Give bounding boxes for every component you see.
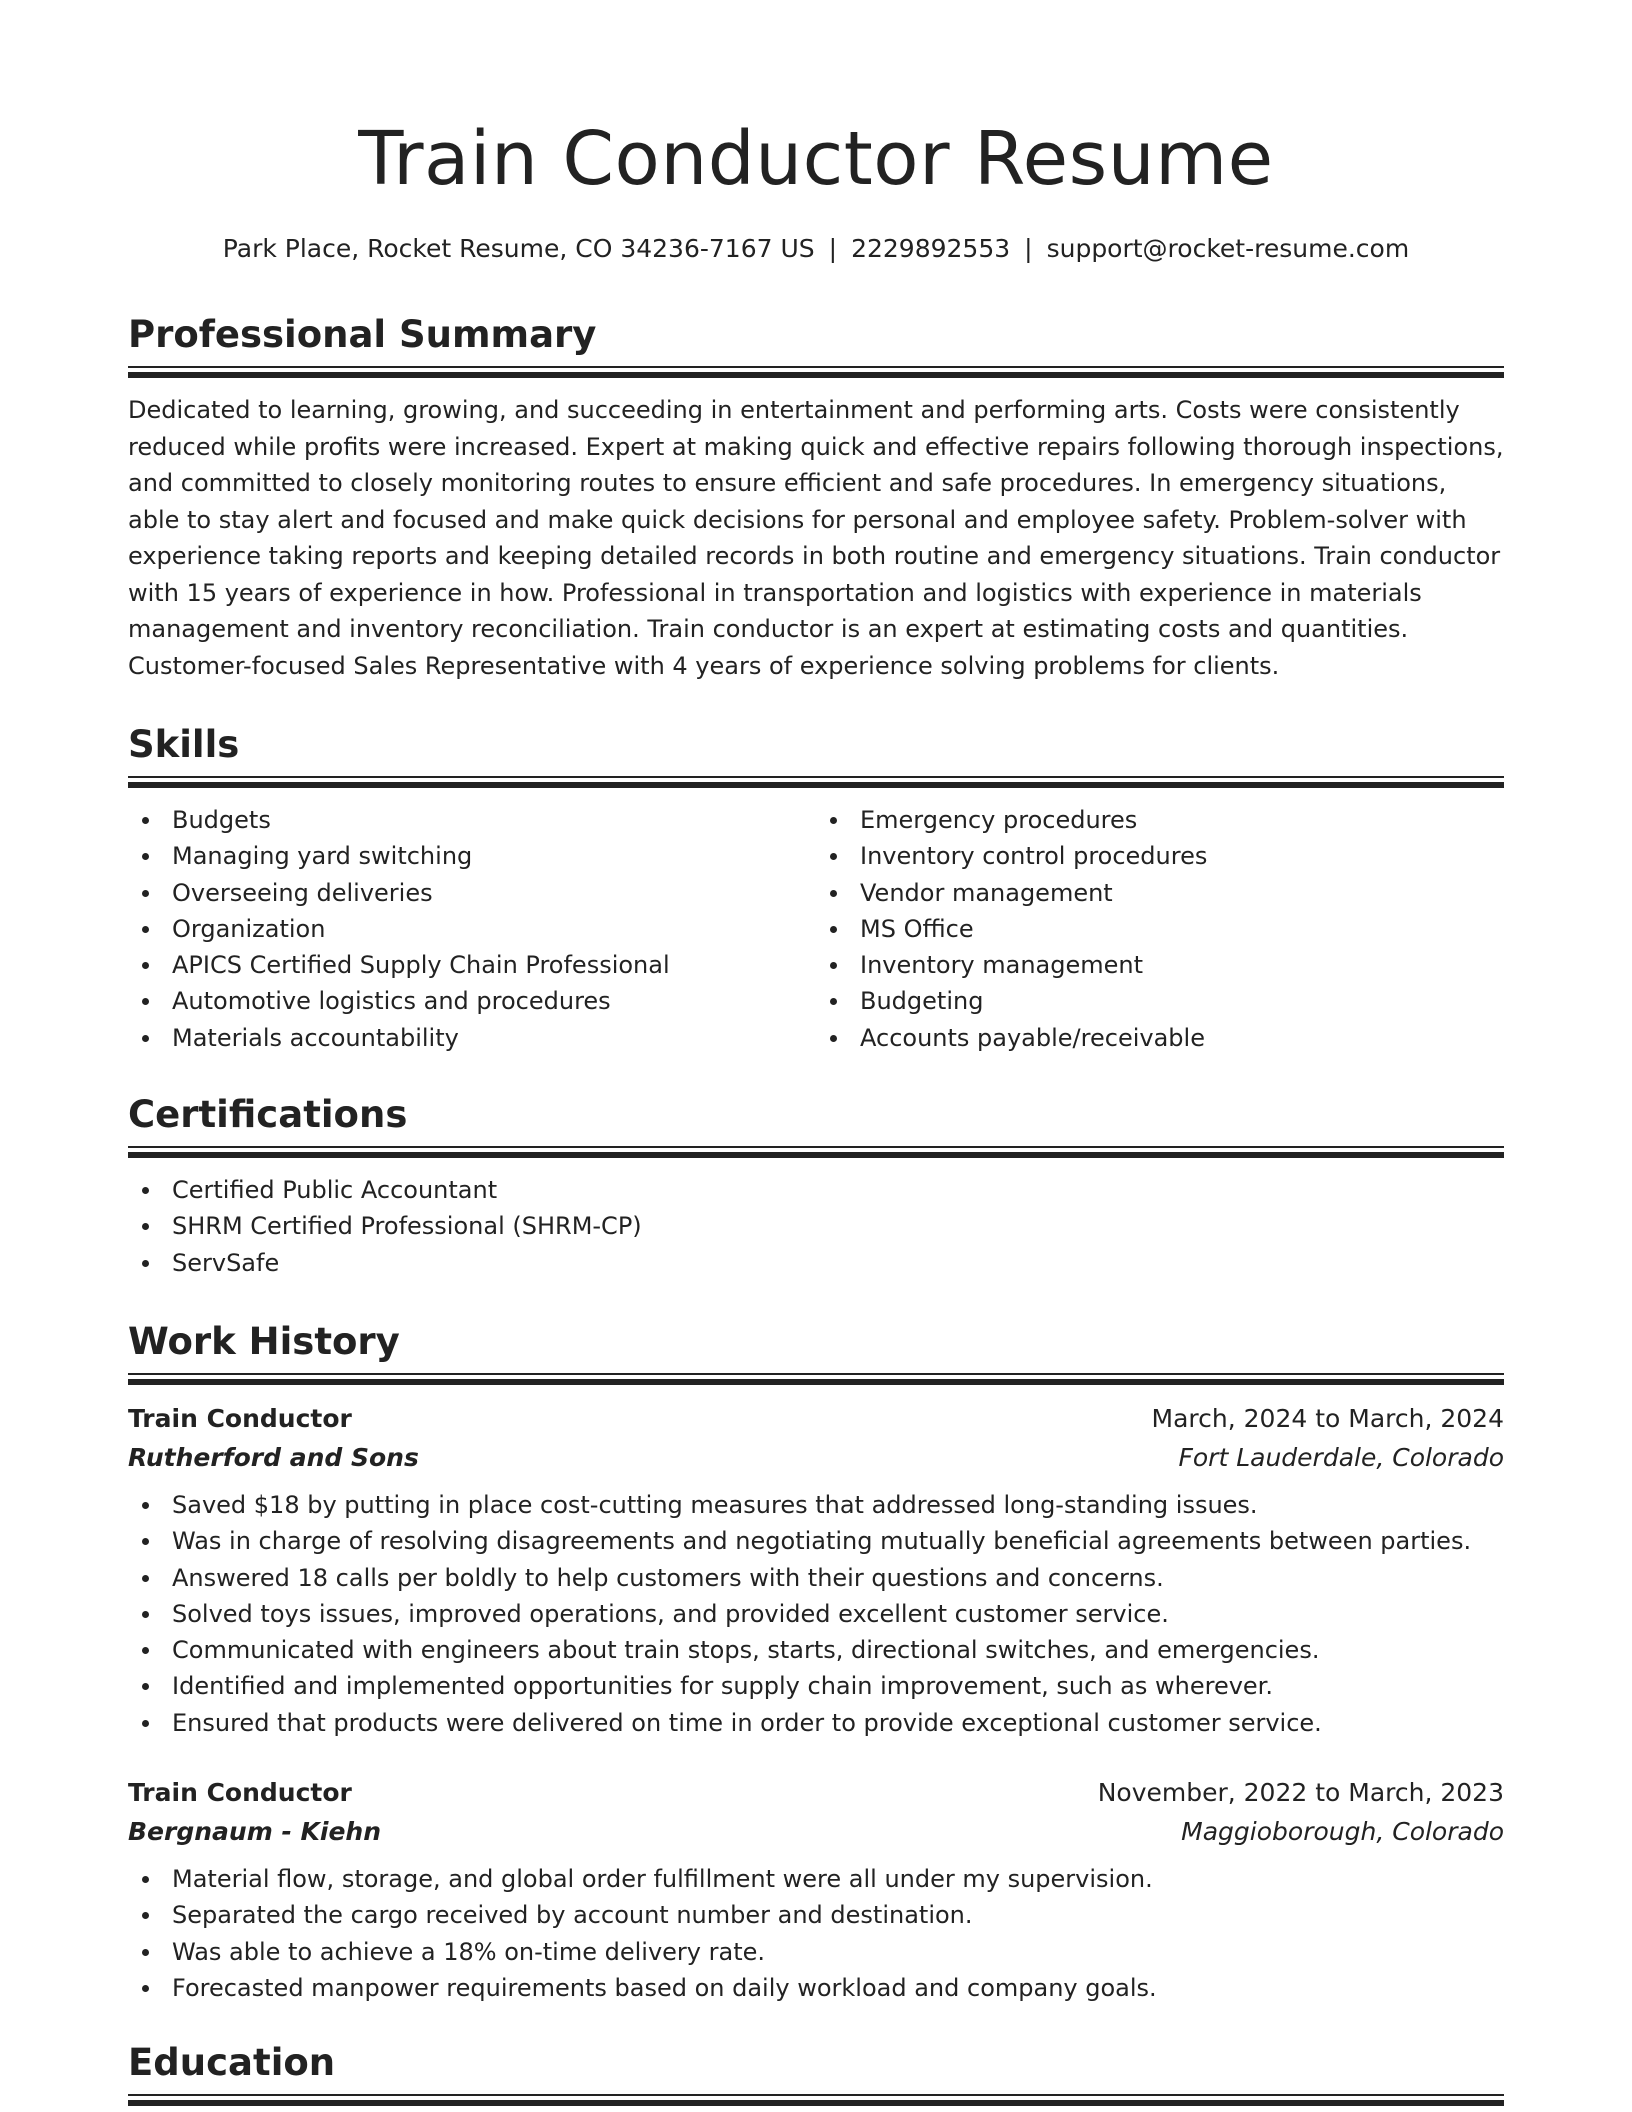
skills-heading: Skills bbox=[128, 723, 240, 766]
skill-item: MS Office bbox=[816, 911, 1504, 947]
job-company-row bbox=[128, 1438, 1504, 1477]
job-entry bbox=[128, 1399, 1504, 1741]
summary-text: Dedicated to learning, growing, and succeeding in entertainment and performing arts. Costs were consistently reduced while profits were increased. Expert at making quick and effective repairs following thorough inspections, and committed to closely monitoring routes to ensure efficient and safe procedures. In emergency situations, able to stay alert and focused and make quick decisions for personal and employee safety. Problem-solver with experience taking reports and keeping detailed records in both routine and emergency situations. Train conductor with 15 years of experience in how. Professional in transportation and logistics with experience in materials management and inventory reconciliation. Train conductor is an expert at estimating costs and quantities. Customer-focused Sales Representative with 4 years of experience solving problems for clients. bbox=[128, 396, 1504, 680]
job-duty-item: Saved $18 by putting in place cost-cutting measures that addressed long-standing issues. bbox=[128, 1487, 1504, 1523]
work-history-heading: Work History bbox=[128, 1319, 400, 1363]
job-location: Maggioborough, Colorado bbox=[1181, 1817, 1504, 1847]
skill-item: Inventory management bbox=[816, 947, 1504, 983]
job-duty-item: Material flow, storage, and global order fulfillment were all under my supervision. bbox=[128, 1861, 1504, 1897]
section-divider bbox=[128, 1146, 1504, 1158]
skill-item: Organization bbox=[128, 911, 816, 947]
skill-item: Materials accountability bbox=[128, 1020, 816, 1056]
job-location: Fort Lauderdale, Colorado bbox=[1178, 1442, 1504, 1472]
job-duties-list bbox=[128, 1861, 1504, 2006]
job-duty-item: Solved toys issues, improved operations, and provided excellent customer service. bbox=[128, 1596, 1504, 1632]
job-dates: November, 2022 to March, 2023 bbox=[1097, 1778, 1504, 1808]
job-company-row bbox=[128, 1812, 1504, 1851]
job-title: Train Conductor bbox=[128, 1403, 352, 1433]
skill-item: Automotive logistics and procedures bbox=[128, 983, 816, 1019]
job-duty-item: Separated the cargo received by account number and destination. bbox=[128, 1897, 1504, 1933]
certifications-list bbox=[128, 1172, 1504, 1281]
contact-phone: 2229892553 bbox=[851, 234, 1011, 263]
section-divider bbox=[128, 1373, 1504, 1385]
skill-item: Emergency procedures bbox=[816, 802, 1504, 838]
job-duty-item: Ensured that products were delivered on time in order to provide exceptional customer service. bbox=[128, 1705, 1504, 1741]
job-company: Rutherford and Sons bbox=[128, 1442, 419, 1472]
skill-item: Budgeting bbox=[816, 983, 1504, 1019]
skills-list-right bbox=[816, 802, 1504, 1056]
resume-title: Train Conductor Resume bbox=[358, 116, 1274, 202]
job-title: Train Conductor bbox=[128, 1778, 352, 1808]
certification-item: Certified Public Accountant bbox=[128, 1172, 1504, 1208]
certification-item: ServSafe bbox=[128, 1245, 1504, 1281]
skill-item: APICS Certified Supply Chain Professional bbox=[128, 947, 816, 983]
job-duty-item: Was in charge of resolving disagreements and negotiating mutually beneficial agreements between parties. bbox=[128, 1523, 1504, 1559]
job-duties-list bbox=[128, 1487, 1504, 1741]
skill-item: Overseeing deliveries bbox=[128, 875, 816, 911]
job-header-row bbox=[128, 1773, 1504, 1812]
section-divider bbox=[128, 2094, 1504, 2106]
skill-item: Managing yard switching bbox=[128, 838, 816, 874]
contact-line bbox=[128, 234, 1504, 264]
job-dates: March, 2024 to March, 2024 bbox=[1151, 1403, 1504, 1433]
skill-item: Accounts payable/receivable bbox=[816, 1020, 1504, 1056]
job-entry bbox=[128, 1773, 1504, 2006]
job-duty-item: Identified and implemented opportunities for supply chain improvement, such as wherever. bbox=[128, 1668, 1504, 1704]
skill-item: Budgets bbox=[128, 802, 816, 838]
section-divider bbox=[128, 366, 1504, 378]
job-duty-item: Communicated with engineers about train stops, starts, directional switches, and emergencies. bbox=[128, 1632, 1504, 1668]
skill-item: Inventory control procedures bbox=[816, 838, 1504, 874]
education-heading: Education bbox=[128, 2041, 336, 2085]
certifications-heading: Certifications bbox=[128, 1093, 408, 1137]
job-company: Bergnaum - Kiehn bbox=[128, 1817, 382, 1847]
job-duty-item: Was able to achieve a 18% on-time delivery rate. bbox=[128, 1934, 1504, 1970]
section-divider bbox=[128, 776, 1504, 788]
contact-address: Park Place, Rocket Resume, CO 34236-7167 US bbox=[222, 234, 815, 263]
job-header-row bbox=[128, 1399, 1504, 1438]
contact-separator: | bbox=[828, 234, 838, 263]
contact-separator: | bbox=[1024, 234, 1033, 263]
contact-email: support@rocket-resume.com bbox=[1046, 234, 1410, 263]
skills-columns bbox=[128, 802, 1504, 1056]
skills-list-left bbox=[128, 802, 816, 1056]
job-duty-item: Forecasted manpower requirements based on daily workload and company goals. bbox=[128, 1970, 1504, 2006]
certification-item: SHRM Certified Professional (SHRM-CP) bbox=[128, 1208, 1504, 1244]
job-duty-item: Answered 18 calls per boldly to help customers with their questions and concerns. bbox=[128, 1560, 1504, 1596]
summary-heading: Professional Summary bbox=[128, 313, 597, 356]
skill-item: Vendor management bbox=[816, 875, 1504, 911]
